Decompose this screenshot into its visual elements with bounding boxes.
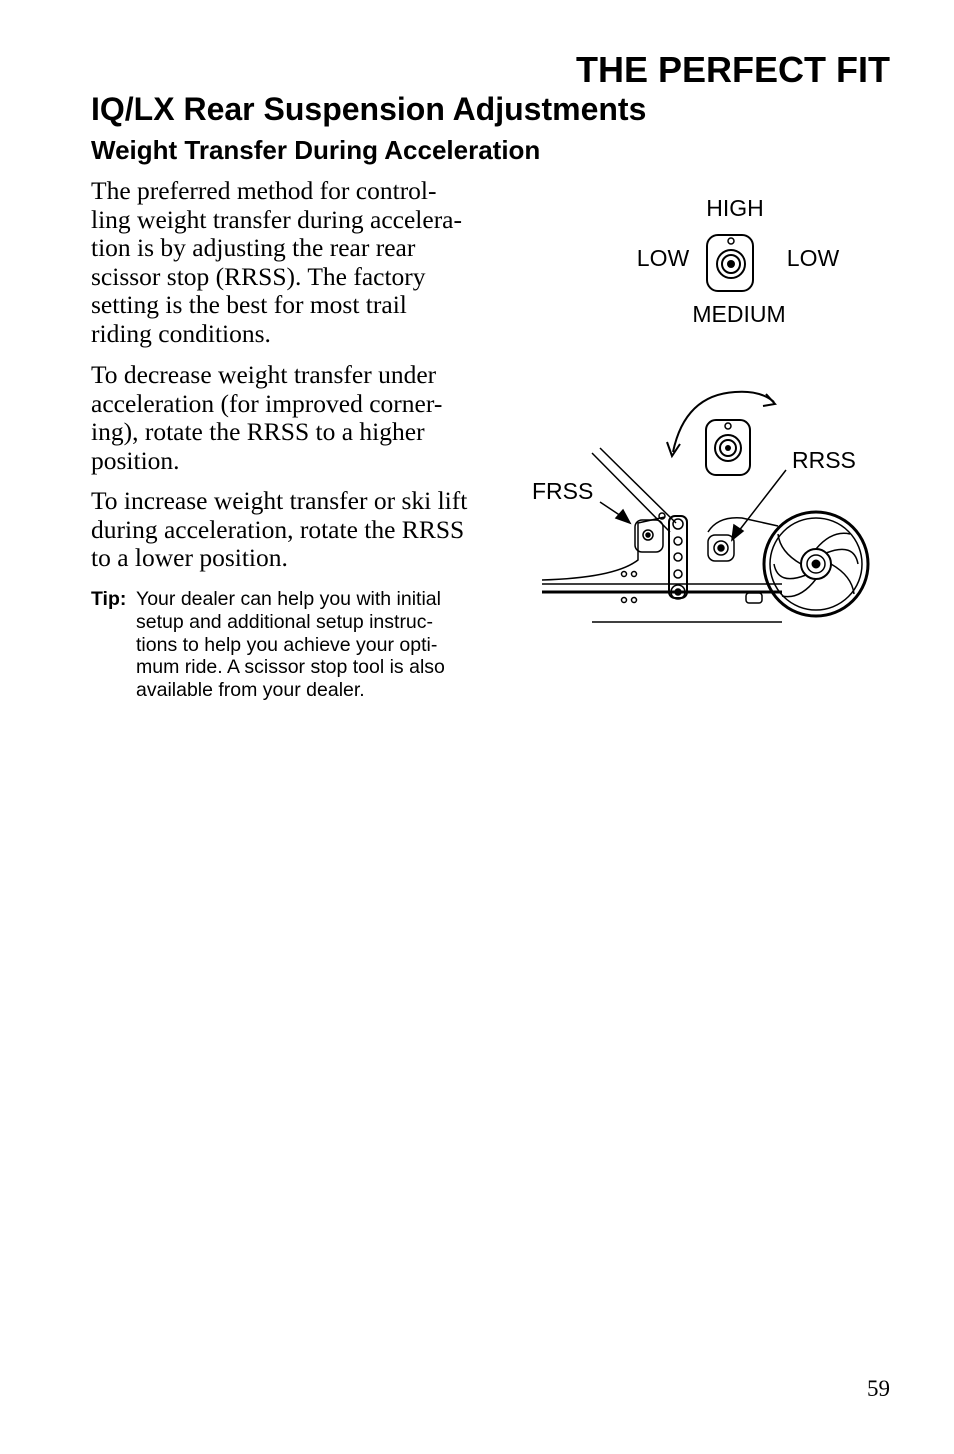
paragraph-preferred-method: The preferred method for control- ling weight transfer during accelera- tion is by adjusting the rear rear scissor stop (RRSS). The factory setting is the best for most trail riding conditions. (91, 176, 462, 348)
section-title: IQ/LX Rear Suspension Adjustments (91, 91, 647, 127)
label-high: HIGH (706, 195, 764, 221)
label-medium: MEDIUM (692, 301, 786, 327)
label-frss: FRSS (532, 478, 594, 504)
label-rrss: RRSS (792, 447, 856, 473)
leader-arrows (600, 470, 786, 540)
scissor-stop-block-closeup-icon (706, 420, 750, 475)
tip-label: Tip: (91, 588, 127, 610)
label-low-left: LOW (636, 245, 690, 271)
paragraph-decrease-weight-transfer: To decrease weight transfer under acceleration (for improved corner- ing), rotate the RRSS to a higher position. (91, 360, 443, 475)
tip-text: Your dealer can help you with initial setup and additional setup instruc- tions to help you achieve your opti- mum ride. A scissor stop tool is also available from your dealer. (136, 588, 445, 702)
scissor-stop-positions-illustration (637, 195, 840, 327)
label-low-right: LOW (786, 245, 840, 271)
chapter-title: THE PERFECT FIT (576, 49, 890, 90)
paragraph-increase-weight-transfer: To increase weight transfer or ski lift during acceleration, rotate the RRSS to a lower position. (91, 486, 468, 573)
page-number: 59 (867, 1376, 890, 1401)
subsection-title: Weight Transfer During Acceleration (91, 135, 541, 165)
scissor-stop-block-icon (707, 235, 753, 291)
rear-suspension-diagram (520, 180, 890, 640)
idler-wheel-illustration (764, 512, 868, 616)
